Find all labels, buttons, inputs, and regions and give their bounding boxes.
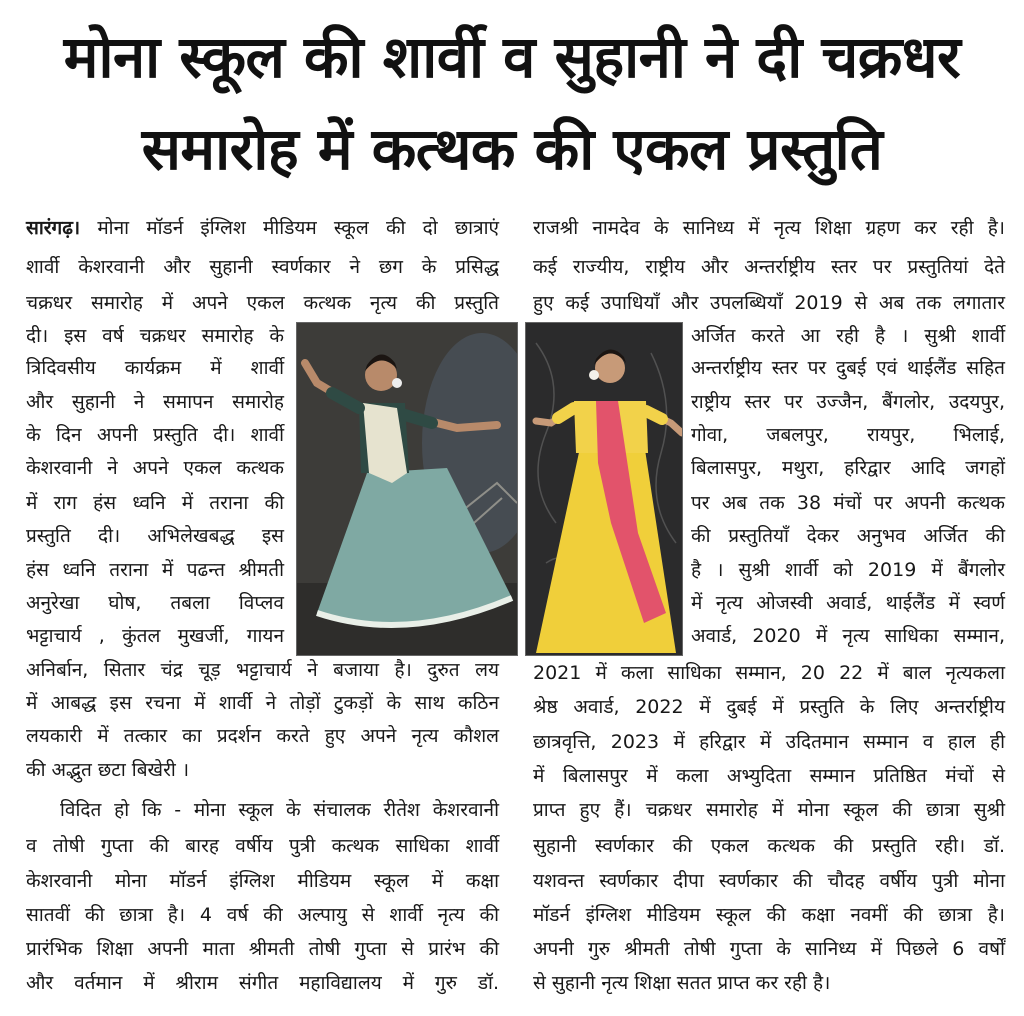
- article-right-line-2: कई राज्यीय, राष्ट्रीय और अन्तर्राष्ट्रीय स्तर पर प्रस्तुतियां देते: [533, 256, 1005, 278]
- article-right-line-7: गोवा, जबलपुर, रायपुर, भिलाई,: [691, 424, 1005, 446]
- dancer-photo-sharvi: [296, 322, 518, 656]
- article-right-line-18: प्राप्त हुए हैं। चक्रधर समारोह में मोना स्कूल की छात्रा सुश्री: [533, 799, 1005, 821]
- article-left-line-1-text: मोना मॉडर्न इंग्लिश मीडियम स्कूल की दो छात्राएं: [80, 217, 499, 239]
- article-left-line-12: अनुरेखा घोष, तबला विप्लव: [26, 592, 284, 614]
- article-left-line-22: प्रारंभिक शिक्षा अपनी माता श्रीमती तोषी गुप्ता से प्रारंभ की: [26, 938, 499, 960]
- article-left-line-17: की अद्भुत छटा बिखेरी ।: [26, 759, 190, 781]
- article-left-line-23: और वर्तमान में श्रीराम संगीत महाविद्यालय में गुरु डॉ.: [26, 972, 499, 994]
- article-right-line-23: से सुहानी नृत्य शिक्षा सतत प्राप्त कर रही है।: [533, 972, 831, 994]
- article-left-line-9: में राग हंस ध्वनि में तराना की: [26, 492, 284, 514]
- headline-line-1: मोना स्कूल की शार्वी व सुहानी ने दी चक्रधर: [63, 23, 961, 91]
- article-left-line-18: विदित हो कि - मोना स्कूल के संचालक रीतेश केशरवानी: [60, 799, 499, 821]
- article-right-line-9: पर अब तक 38 मंचों पर अपनी कत्थक: [691, 492, 1005, 514]
- article-right-line-21: मॉडर्न इंग्लिश मीडियम स्कूल की कक्षा नवमीं की छात्रा है।: [533, 904, 1005, 926]
- article-right-line-13: अवार्ड, 2020 में नृत्य साधिका सम्मान,: [691, 625, 1005, 647]
- article-right-line-1: राजश्री नामदेव के सानिध्य में नृत्य शिक्षा ग्रहण कर रही है।: [533, 217, 1005, 239]
- article-left-line-11: हंस ध्वनि तराना में पढन्त श्रीमती: [26, 559, 284, 581]
- article-left-line-20: केशरवानी मोना मॉडर्न इंग्लिश मीडियम स्कूल में कक्षा: [26, 870, 499, 892]
- article-right-line-4: अर्जित करते आ रही है । सुश्री शार्वी: [691, 325, 1005, 347]
- article-left-line-6: और सुहानी ने समापन समारोह: [26, 391, 284, 413]
- article-left-line-10: प्रस्तुति दी। अभिलेखबद्ध इस: [26, 525, 284, 547]
- article-right-line-20: यशवन्त स्वर्णकार दीपा स्वर्णकार की चौदह वर्षीय पुत्री मोना: [533, 870, 1005, 892]
- article-right-line-3: हुए कई उपाधियाँ और उपलब्धियाँ 2019 से अब तक लगातार: [533, 292, 1005, 314]
- article-right-line-22: अपनी गुरु श्रीमती तोषी गुप्ता के सानिध्य में पिछले 6 वर्षों: [533, 938, 1005, 960]
- article-right-line-17: में बिलासपुर में कला अभ्युदिता सम्मान प्रतिष्ठित मंचों से: [533, 765, 1005, 787]
- article-left-line-19: व तोषी गुप्ता की बारह वर्षीय पुत्री कत्थक साधिका शार्वी: [26, 835, 499, 857]
- article-left-line-13: भट्टाचार्य , कुंतल मुखर्जी, गायन: [26, 625, 284, 647]
- article-right-line-5: अन्तर्राष्ट्रीय स्तर पर दुबई एवं थाईलैंड सहित: [691, 357, 1005, 379]
- article-left-line-5: त्रिदिवसीय कार्यक्रम में शार्वी: [26, 357, 284, 379]
- article-left-line-4: दी। इस वर्ष चक्रधर समारोह के: [26, 325, 284, 347]
- article-left-line-3: चक्रधर समारोह में अपने एकल कत्थक नृत्य की प्रस्तुति: [26, 292, 499, 314]
- article-left-line-1: [26, 213, 499, 243]
- article-right-line-6: राष्ट्रीय स्तर पर उज्जैन, बैंगलोर, उदयपुर,: [691, 391, 1005, 413]
- article-right-line-16: छात्रवृत्ति, 2023 में हरिद्वार में उदितमान सम्मान व हाल ही: [533, 731, 1005, 753]
- dateline: सारंगढ़।: [26, 217, 81, 239]
- article-right-line-15: श्रेष्ठ अवार्ड, 2022 में दुबई में प्रस्तुति के लिए अन्तर्राष्ट्रीय: [533, 696, 1005, 718]
- article-left-line-14: अनिर्बान, सितार चंद्र चूड़ भट्टाचार्य ने बजाया है। दुरुत लय: [26, 659, 499, 681]
- article-left-line-21: सातवीं की छात्रा है। 4 वर्ष की अल्पायु से शार्वी नृत्य की: [26, 904, 499, 926]
- article-left-line-7: के दिन अपनी प्रस्तुति दी। शार्वी: [26, 424, 284, 446]
- article-right-line-19: सुहानी स्वर्णकार की एकल कत्थक की प्रस्तुति रही। डॉ.: [533, 835, 1005, 857]
- headline-line-2: समारोह में कत्थक की एकल प्रस्तुति: [141, 115, 883, 183]
- article-right-line-14: 2021 में कला साधिका सम्मान, 20 22 में बाल नृत्यकला: [533, 662, 1005, 684]
- article-right-line-8: बिलासपुर, मथुरा, हरिद्वार आदि जगहों: [691, 457, 1005, 479]
- article-left-line-8: केशरवानी ने अपने एकल कत्थक: [26, 457, 284, 479]
- article-right-line-11: है । सुश्री शार्वी को 2019 में बैंगलोर: [691, 559, 1005, 581]
- article-left-line-2: शार्वी केशरवानी और सुहानी स्वर्णकार ने छग के प्रसिद्ध: [26, 256, 499, 278]
- article-left-line-16: लयकारी में तत्कार का प्रदर्शन करते हुए अपने नृत्य कौशल: [26, 725, 499, 747]
- article-right-line-10: की प्रस्तुतियाँ देकर अनुभव अर्जित की: [691, 525, 1005, 547]
- dancer-photo-suhani: [525, 322, 683, 656]
- article-right-line-12: में नृत्य ओजस्वी अवार्ड, थाईलैंड में स्वर्ण: [691, 592, 1005, 614]
- article-left-line-15: में आबद्ध इस रचना में शार्वी ने तोड़ों टुकड़ों के साथ कठिन: [26, 692, 499, 714]
